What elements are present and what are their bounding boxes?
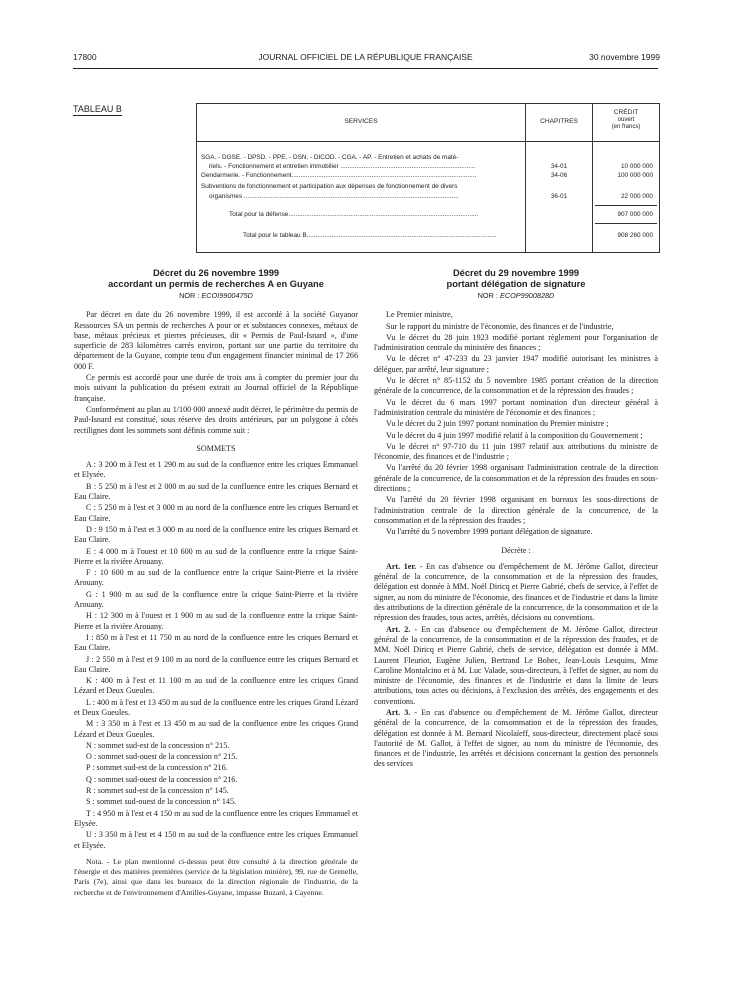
total-b-label: Total pour le tableau B........................................................................................................... [243, 232, 497, 239]
credit-cell: 10 000 000 [621, 163, 653, 170]
tableau-b-table [196, 103, 660, 253]
article-paragraph [374, 708, 658, 770]
decret-permis-column [74, 268, 358, 899]
visa-paragraph: Vu le décret n° 85-1152 du 5 novembre 1985 portant création de la direction générale de la concurrence, de la consommation et de la répression des fraudes ; [374, 376, 658, 396]
credit-cell: 100 000 000 [617, 172, 653, 179]
header-rule [73, 68, 658, 69]
visa-paragraph: Vu le décret du 2 juin 1997 portant nomination du Premier ministre ; [386, 419, 609, 429]
visa-paragraph: Vu le décret du 4 juin 1997 modifié relatif à la composition du Gouvernement ; [386, 430, 643, 440]
article-paragraph [374, 625, 658, 707]
service-cell: Gendarmerie. - Fonctionnement........................................................................................................ [201, 172, 477, 179]
table-row [197, 192, 659, 202]
table-row [197, 171, 659, 181]
service-cell: Subventions de fonctionnement et participation aux dépenses de fonctionnement de divers [201, 183, 458, 190]
service-cell: organismes ......................................................................................................................... [209, 193, 459, 200]
article-label: Art. 1er. [386, 561, 417, 571]
decret1-title: Décret du 26 novembre 1999 [152, 268, 280, 278]
col-header-services: SERVICES [344, 118, 378, 125]
visa-paragraph: Vu l'arrêté du 5 novembre 1999 portant délégation de signature. [386, 527, 593, 537]
sommet-item: M : 3 350 m à l'est et 13 450 m au sud de la confluence entre les criques Grand Lézard et Deux Gueules. [74, 719, 358, 739]
visa-paragraph: Vu le décret n° 97-710 du 11 juin 1997 relatif aux attributions du ministre de l'économie, des finances et de l'industrie ; [374, 441, 658, 462]
chapitre-cell: 34-01 [550, 163, 568, 170]
visa-paragraph: Sur le rapport du ministre de l'économie, des finances et de l'industrie, [386, 321, 614, 331]
service-cell: riels. - Fonctionnement et entretien immobilier ............................................................................ [209, 163, 476, 170]
chapitre-cell: 34-06 [550, 172, 568, 179]
visa-paragraph: Vu le décret n° 47-233 du 23 janvier 1947 modifié autorisant les ministres à déléguer, par arrêté, leur signature ; [374, 354, 658, 374]
total-defense-value: 907 000 000 [617, 211, 653, 218]
sommet-item: U : 3 350 m à l'est et 4 150 m au sud de la confluence entre les criques Emmanuel et Elysée. [74, 830, 358, 850]
decret2-subtitle: portant délégation de signature [446, 278, 586, 289]
nor-code: ECOI9900475D [201, 291, 253, 300]
article-label: Art. 2. [386, 624, 411, 634]
sommet-item: H : 12 300 m à l'ouest et 1 900 m au sud de la confluence entre la crique Saint-Pierre et la rivière Arouany. [74, 611, 358, 631]
issue-date: 30 novembre 1999 [589, 52, 660, 62]
nor-code: ECOP9900828D [499, 291, 555, 300]
decret1-nor [74, 291, 358, 301]
paragraph: Ce permis est accordé pour une durée de trois ans à compter du premier jour du mois suivant la publication du présent extrait au Journal officiel de la République française. [74, 373, 358, 403]
journal-title: JOURNAL OFFICIEL DE LA RÉPUBLIQUE FRANÇAISE [258, 52, 473, 62]
col-header-credit-unit: (en francs) [611, 124, 641, 130]
nor-label: NOR : [477, 291, 498, 300]
credit-cell: 22 000 000 [621, 193, 653, 200]
total-b-row [197, 231, 659, 241]
header-divider [197, 141, 659, 142]
sommet-item: R : sommet sud-est de la concession n° 145. [86, 786, 229, 796]
sommet-item: S : sommet sud-ouest de la concession n° 145. [86, 797, 237, 807]
visa-paragraph: Le Premier ministre, [386, 310, 453, 320]
sommet-item: T : 4 950 m à l'est et 4 150 m au sud de la confluence entre les criques Emmanuel et Elysée. [74, 808, 358, 828]
sommet-item: G : 1 900 m au sud de la confluence entre la crique Saint-Pierre et la rivière Arouany. [74, 589, 358, 610]
total-rule [595, 205, 657, 206]
visa-paragraph: Vu l'arrêté du 20 février 1998 organisant en bureaux les sous-directions de l'administration centrale de la direction générale de la concurrence, de la consommation et de la répression des fraudes ; [374, 495, 658, 525]
visa-paragraph: Vu le décret du 28 juin 1923 modifié portant règlement pour l'organisation de l'administration centrale du ministère des finances ; [374, 332, 658, 353]
sommet-item: L : 400 m à l'est et 13 450 m au sud de la confluence entre les criques Grand Lézard et Deux Gueules. [74, 697, 358, 717]
article-text: - En cas d'absence ou d'empêchement de M. Jérôme Gallot, directeur général de la concurrence, de la consommation et de la répression des fraudes, délégation est donnée à M. Bernard Nicolaïeff, sous-directeur, directement placé sous l'autorité de M. Gallot, à l'effet de signer, au nom du ministre de l'économie, des finances et de l'industrie, les arrêtés et décisions concernant la gestion des personnels des services [374, 707, 658, 769]
sommet-item: P : sommet sud-est de la concession n° 216. [86, 763, 228, 773]
decrete-heading: Décrète : [501, 545, 531, 555]
col-header-credit: CRÉDIT [613, 109, 639, 116]
table-row [197, 182, 659, 192]
article-label: Art. 3. [386, 707, 411, 717]
col-header-credit-sub: ouvert [617, 117, 635, 123]
sommet-item: O : sommet sud-ouest de la concession n° 215. [86, 752, 238, 762]
total-defense-label: Total pour la défense........................................................................................................... [229, 211, 479, 218]
decret-delegation-column [374, 268, 658, 771]
article-text: - En cas d'absence ou d'empêchement de M. Jérôme Gallot, directeur général de la concurrence, de la consommation et de la répression des fraudes, délégation est donnée à MM. Noël Diricq et Pierre Gabrié, chefs de service, à l'effet de signer, au nom du ministre de l'économie, des finances et de l'industrie et dans la limite des attributions de la direction générale de la concurrence, de la consommation et de la répression des fraudes, tous actes, arrêtés, décisions ou conventions. [374, 561, 658, 623]
service-cell: SGA. - DGSE. - DPSD. - PPE. - DSN. - DICOD. - CGA. - AP. - Entretien et achats de maté- [201, 154, 459, 161]
sommet-item: N : sommet sud-est de la concession n° 215. [86, 740, 230, 750]
article-paragraph [374, 562, 658, 624]
sommet-item: D : 9 150 m à l'est et 3 000 m au nord de la confluence entre les criques Bernard et Eau Claire. [74, 524, 358, 545]
total-defense-row [197, 210, 659, 220]
article-text: - En cas d'absence ou d'empêchement de M. Jérôme Gallot, directeur général de la concurrence, de la consommation et de la répression des fraudes, et de MM. Noël Diricq et Pierre Gabrié, chefs de service, délégation est donnée à MM. Laurent Fleuriot, Eugène Julien, Bertrand Le Bohec, Jean-Louis Lesquins, Mme Caroline Montalcino et à M. Luc Valade, sous-directeurs, à l'effet de signer, au nom du ministre de l'économie, des finances et de l'industrie et dans la limite de leurs attributions, tous actes ou décisions, à l'exclusion des arrêtés, des engagements et des conventions. [374, 624, 658, 706]
page-number: 17800 [73, 52, 97, 62]
nor-label: NOR : [179, 291, 200, 300]
tableau-label: TABLEAU B [73, 104, 122, 114]
decret1-subtitle: accordant un permis de recherches A en Guyane [108, 278, 324, 289]
paragraph: Par décret en date du 26 novembre 1999, il est accordé à la société Guyanor Ressources SA un permis de recherches A pour or et substances connexes, métaux de base, métaux précieux et pierres précieuses, dit « Permis de Paul-Isnard », d'une superficie de 283 kilomètres carrés environ, portant sur une partie du territoire du département de la Guyane, compte tenu d'un engagement financier minimal de 17 266 000 F. [74, 310, 358, 371]
visa-paragraph: Vu le décret du 6 mars 1997 portant nomination d'un directeur général à l'administration centrale du ministère de l'économie et des finances ; [374, 397, 658, 417]
total-b-value: 908 260 000 [617, 232, 653, 239]
sommet-item: F : 10 600 m au sud de la confluence entre la crique Saint-Pierre et la rivière Arouany. [74, 568, 358, 588]
decret2-title: Décret du 29 novembre 1999 [452, 268, 580, 278]
sommet-item: C : 5 250 m à l'est et 3 000 m au nord de la confluence entre les criques Bernard et Eau Claire. [74, 503, 358, 523]
chapitre-cell: 36-01 [550, 193, 568, 200]
sommet-item: J : 2 550 m à l'est et 9 100 m au nord de la confluence entre les criques Bernard et Eau Claire. [74, 654, 358, 674]
nota-paragraph: Nota. - Le plan mentionné ci-dessus peut être consulté à la direction générale de l'énergie et des matières premières (service de la législation minière), 99, rue de Grenelle, Paris (7e), ainsi que dans les bureaux de la direction régionale de l'industrie, de la recherche et de l'environnement d'Antilles-Guyane, impasse Buzaré, à Cayenne. [74, 856, 358, 897]
col-header-chapitres: CHAPITRES [540, 118, 578, 125]
paragraph: Conformément au plan au 1/100 000 annexé audit décret, le périmètre du permis de Paul-Isnard est constitué, sous réserve des droits antérieurs, par un polygone à côtés rectilignes dont les sommets sont définis comme suit : [74, 404, 358, 435]
sommet-item: I : 850 m à l'est et 11 750 m au nord de la confluence entre les criques Bernard et Eau Claire. [74, 632, 358, 653]
sommets-heading: SOMMETS [196, 443, 236, 453]
sommet-item: Q : sommet sud-ouest de la concession n° 216. [86, 774, 238, 784]
sommet-item: A : 3 200 m à l'est et 1 290 m au sud de la confluence entre les criques Emmanuel et Elysée. [74, 460, 358, 480]
total-rule [595, 223, 657, 224]
sommet-item: E : 4 000 m à l'ouest et 10 600 m au sud de la confluence entre la crique Saint-Pierre et la rivière Arouany. [74, 546, 358, 566]
visa-paragraph: Vu l'arrêté du 20 février 1998 organisant l'administration centrale de la direction générale de la concurrence, de la consommation et de la répression des fraudes en sous-directions ; [374, 463, 658, 494]
decret2-nor [374, 291, 658, 301]
sommet-item: K : 400 m à l'est et 11 100 m au sud de la confluence entre les criques Grand Lézard et Deux Gueules. [74, 676, 358, 696]
sommet-item: B : 5 250 m à l'est et 2 000 m au sud de la confluence entre les criques Bernard et Eau Claire. [74, 481, 358, 502]
